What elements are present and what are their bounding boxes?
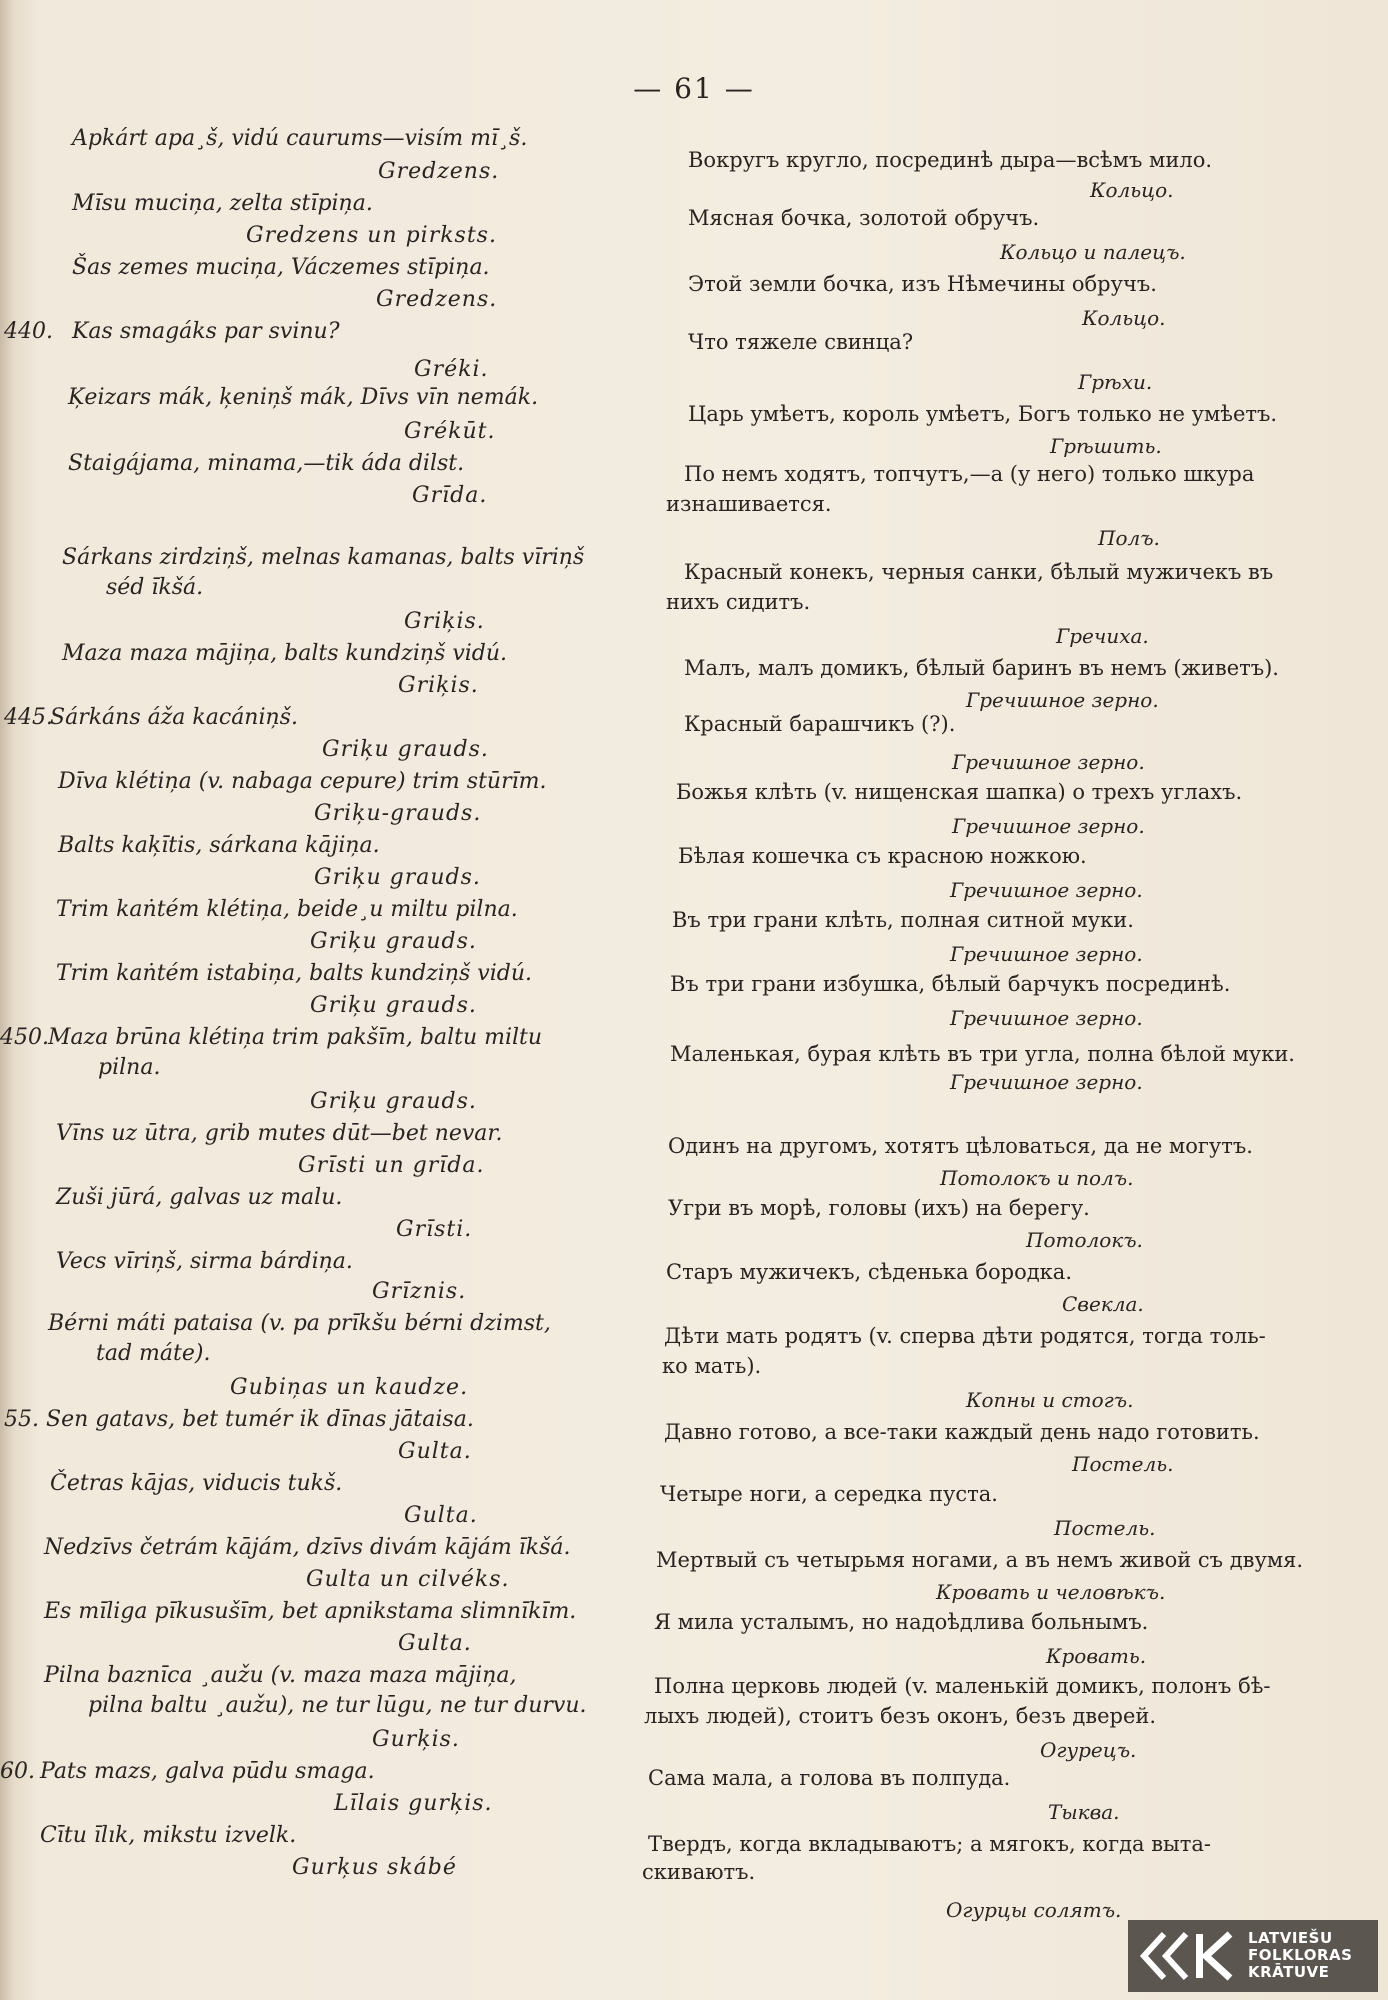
russian-riddle-line: изнашивается. (666, 492, 832, 516)
latvian-answer: Gréki. (414, 357, 489, 382)
latvian-riddle-line: Maza brūna klétiņa trim pakšı̄m, baltu miltu (48, 1025, 543, 1050)
latvian-answer: Grı̄da. (412, 483, 488, 508)
latvian-riddle-line: Mı̄su muciņa, zelta stı̄piņa. (72, 191, 373, 216)
russian-riddle-line: Красный конекъ, черныя санки, бѣлый мужичекъ въ (684, 560, 1274, 584)
latvian-riddle-line: Četras kājas, viducis tukš. (50, 1471, 343, 1496)
russian-riddle-line: Маленькая, бурая клѣть въ три угла, полна бѣлой муки. (670, 1042, 1295, 1066)
latvian-answer: Gredzens un pirksts. (246, 223, 497, 248)
russian-answer: Копны и стогъ. (966, 1388, 1134, 1412)
lfk-logo-icon (1134, 1926, 1242, 1986)
russian-answer: Гречишное зерно. (950, 1070, 1143, 1094)
latvian-answer: Gubiņas un kaudze. (230, 1375, 469, 1400)
russian-answer: Грѣхи. (1078, 370, 1153, 394)
russian-riddle-line: Мясная бочка, золотой обручъ. (688, 206, 1040, 230)
latvian-answer: Gredzens. (378, 159, 500, 184)
russian-answer: Гречишное зерно. (950, 1006, 1143, 1030)
latvian-answer: Gulta. (398, 1439, 472, 1464)
latvian-riddle-line: tad máte). (96, 1341, 211, 1366)
russian-riddle-line: Въ три грани клѣть, полная ситной муки. (672, 908, 1134, 932)
latvian-answer: Griķu grauds. (310, 1089, 477, 1114)
russian-riddle-line: нихъ сидитъ. (666, 590, 811, 614)
page-number: — 61 — (633, 72, 755, 105)
russian-answer: Гречишное зерно. (966, 688, 1159, 712)
russian-riddle-line: Что тяжеле свинца? (688, 330, 914, 354)
latvian-riddle-line: pilna. (98, 1055, 161, 1080)
russian-riddle-line: Въ три грани избушка, бѣлый барчукъ посрединѣ. (670, 972, 1231, 996)
latvian-answer: Gredzens. (376, 287, 498, 312)
riddle-number: 60. (0, 1759, 35, 1784)
russian-answer: Потолокъ. (1026, 1228, 1143, 1252)
russian-riddle-line: Сама мала, а голова въ полпуда. (648, 1766, 1011, 1790)
russian-riddle-line: Твердъ, когда вкладываютъ; а мягокъ, когда выта- (648, 1832, 1211, 1856)
latvian-riddle-line: Vecs vı̄riņš, sirma bárdiņa. (56, 1249, 353, 1274)
logo-text (1248, 1930, 1352, 1981)
russian-riddle-line: Четыре ноги, а середка пуста. (660, 1482, 998, 1506)
russian-riddle-line: Старъ мужичекъ, сѣденька бородка. (666, 1260, 1072, 1284)
russian-answer: Постель. (1072, 1452, 1174, 1476)
latvian-riddle-line: Staigájama, minama,—tik áda dilst. (68, 451, 465, 476)
russian-answer: Огурецъ. (1040, 1738, 1137, 1762)
russian-answer: Гречишное зерно. (950, 942, 1143, 966)
latvian-answer: Gurķis. (372, 1727, 460, 1752)
latvian-riddle-line: Dı̄va klétiņa (v. nabaga cepure) trim stūrı̄m. (58, 769, 547, 794)
latvian-answer: Gurķus skábé (292, 1855, 457, 1880)
latvian-riddle-line: séd ı̄kšá. (106, 575, 204, 600)
latvian-answer: Gulta. (404, 1503, 478, 1528)
latvian-answer: Griķu grauds. (310, 993, 477, 1018)
latvian-riddle-line: Maza maza mājiņa, balts kundziņš vidú. (62, 641, 508, 666)
logo-line-3: KRĀTUVE (1248, 1963, 1330, 1981)
russian-answer: Кровать и человѣкъ. (936, 1580, 1166, 1604)
latvian-riddle-line: Trim kaṅtém klétiņa, beide¸u miltu pilna. (56, 897, 518, 922)
russian-riddle-line: Я мила усталымъ, но надоѣдлива больнымъ. (654, 1610, 1149, 1634)
russian-answer: Кольцо. (1082, 306, 1166, 330)
latvian-answer: Lı̄lais gurķis. (334, 1791, 493, 1816)
latvian-answer: Grı̄znis. (372, 1279, 467, 1304)
russian-answer: Гречишное зерно. (952, 750, 1145, 774)
latvian-riddle-line: Kas smagáks par svinu? (72, 319, 340, 344)
latvian-answer: Grı̄sti. (396, 1217, 473, 1242)
latvian-answer: Griķu grauds. (314, 865, 481, 890)
russian-answer: Потолокъ и полъ. (940, 1166, 1134, 1190)
russian-answer: Гречишное зерно. (952, 814, 1145, 838)
russian-answer: Грѣшить. (1050, 434, 1162, 458)
latvian-riddle-line: Apkárt apa¸š, vidú caurums—visím mı̄¸š. (72, 126, 528, 151)
russian-riddle-line: Мертвый съ четырьмя ногами, а въ немъ живой съ двумя. (656, 1548, 1304, 1572)
latvian-riddle-line: Pats mazs, galva pūdu smaga. (40, 1759, 375, 1784)
latvian-riddle-line: pilna baltu ¸aužu), ne tur lūgu, ne tur durvu. (88, 1693, 587, 1718)
latvian-answer: Griķu-grauds. (314, 801, 482, 826)
russian-riddle-line: Дѣти мать родятъ (v. сперва дѣти родятся, тогда толь- (664, 1324, 1266, 1348)
russian-answer: Кольцо и палецъ. (1000, 240, 1186, 264)
russian-riddle-line: Угри въ морѣ, головы (ихъ) на берегу. (668, 1196, 1090, 1220)
latvian-riddle-line: Balts kaķı̄tis, sárkana kājiņa. (58, 833, 380, 858)
latvian-riddle-line: Nedzı̄vs četrám kājám, dzı̄vs divám kājám ı̄kšá. (44, 1535, 571, 1560)
russian-answer: Тыква. (1048, 1800, 1120, 1824)
russian-riddle-line: Полна церковь людей (v. маленькій домикъ, полонъ бѣ- (654, 1674, 1271, 1698)
latvian-answer: Grı̄sti un grı̄da. (298, 1153, 485, 1178)
logo-line-1: LATVIEŠU (1248, 1929, 1333, 1947)
latvian-riddle-line: Vı̄ns uz ūtra, grib mutes dūt—bet nevar. (56, 1121, 503, 1146)
russian-answer: Свекла. (1062, 1292, 1144, 1316)
russian-riddle-line: скиваютъ. (642, 1860, 756, 1884)
russian-riddle-line: ко мать). (662, 1354, 762, 1378)
russian-riddle-line: Божья клѣть (v. нищенская шапка) о трехъ углахъ. (676, 780, 1243, 804)
latvian-riddle-line: Zuši jūrá, galvas uz malu. (56, 1185, 343, 1210)
latvian-riddle-line: Šas zemes muciņa, Váczemes stı̄piņa. (72, 255, 490, 280)
russian-riddle-line: Вокругъ кругло, посрединѣ дыра—всѣмъ мило. (688, 148, 1213, 172)
russian-riddle-line: Малъ, малъ домикъ, бѣлый баринъ въ немъ (живетъ). (684, 656, 1279, 680)
russian-answer: Полъ. (1098, 526, 1160, 550)
archive-logo (1128, 1920, 1378, 1992)
russian-riddle-line: Царь умѣетъ, король умѣетъ, Богъ только не умѣетъ. (688, 402, 1278, 426)
russian-riddle-line: Одинъ на другомъ, хотятъ цѣловаться, да не могутъ. (668, 1134, 1253, 1158)
russian-riddle-line: лыхъ людей), стоитъ безъ оконъ, безъ дверей. (644, 1704, 1157, 1728)
riddle-number: 440. (4, 319, 53, 344)
russian-answer: Огурцы солятъ. (946, 1898, 1122, 1922)
riddle-number: 450. (0, 1025, 49, 1050)
russian-riddle-line: По немъ ходятъ, топчутъ,—а (у него) только шкура (684, 462, 1255, 486)
latvian-riddle-line: Ķeizars mák, ķeniņš mák, Dı̄vs vı̄n nemák. (68, 385, 539, 410)
russian-answer: Кровать. (1046, 1644, 1147, 1668)
riddle-number: 55. (4, 1407, 39, 1432)
latvian-answer: Griķu grauds. (322, 737, 489, 762)
latvian-answer: Griķu grauds. (310, 929, 477, 954)
latvian-riddle-line: Trim kaṅtém istabiņa, balts kundziņš vidú. (56, 961, 532, 986)
russian-riddle-line: Давно готово, а все-таки каждый день надо готовить. (664, 1420, 1260, 1444)
russian-riddle-line: Этой земли бочка, изъ Нѣмечины обручъ. (688, 272, 1157, 296)
latvian-riddle-line: Sen gatavs, bet tumér ik dı̄nas jātaisa. (46, 1407, 474, 1432)
latvian-riddle-line: Sárkáns áža kacániņš. (50, 705, 298, 730)
latvian-answer: Gulta. (398, 1631, 472, 1656)
latvian-answer: Grékūt. (404, 419, 496, 444)
riddle-number: 445. (4, 705, 53, 730)
latvian-answer: Griķis. (404, 609, 485, 634)
latvian-riddle-line: Es mı̄liga pı̄kusušı̄m, bet apnikstama slimnı̄kı̄m. (44, 1599, 577, 1624)
latvian-riddle-line: Cītu ı̄lık, mikstu izvelk. (40, 1823, 297, 1848)
russian-answer: Кольцо. (1090, 178, 1174, 202)
latvian-answer: Gulta un cilvéks. (306, 1567, 510, 1592)
latvian-riddle-line: Sárkans zirdziņš, melnas kamanas, balts vı̄riņš (62, 545, 585, 570)
russian-riddle-line: Красный барашчикъ (?). (684, 712, 956, 736)
russian-answer: Гречишное зерно. (950, 878, 1143, 902)
logo-line-2: FOLKLORAS (1248, 1946, 1353, 1964)
russian-answer: Постель. (1054, 1516, 1156, 1540)
latvian-riddle-line: Bérni máti pataisa (v. pa prı̄kšu bérni dzimst, (48, 1311, 551, 1336)
russian-riddle-line: Бѣлая кошечка съ красною ножкою. (678, 844, 1087, 868)
russian-answer: Гречиха. (1056, 624, 1149, 648)
latvian-riddle-line: Pilna baznı̄ca ¸aužu (v. maza maza mājiņa, (44, 1663, 517, 1688)
latvian-answer: Griķis. (398, 673, 479, 698)
